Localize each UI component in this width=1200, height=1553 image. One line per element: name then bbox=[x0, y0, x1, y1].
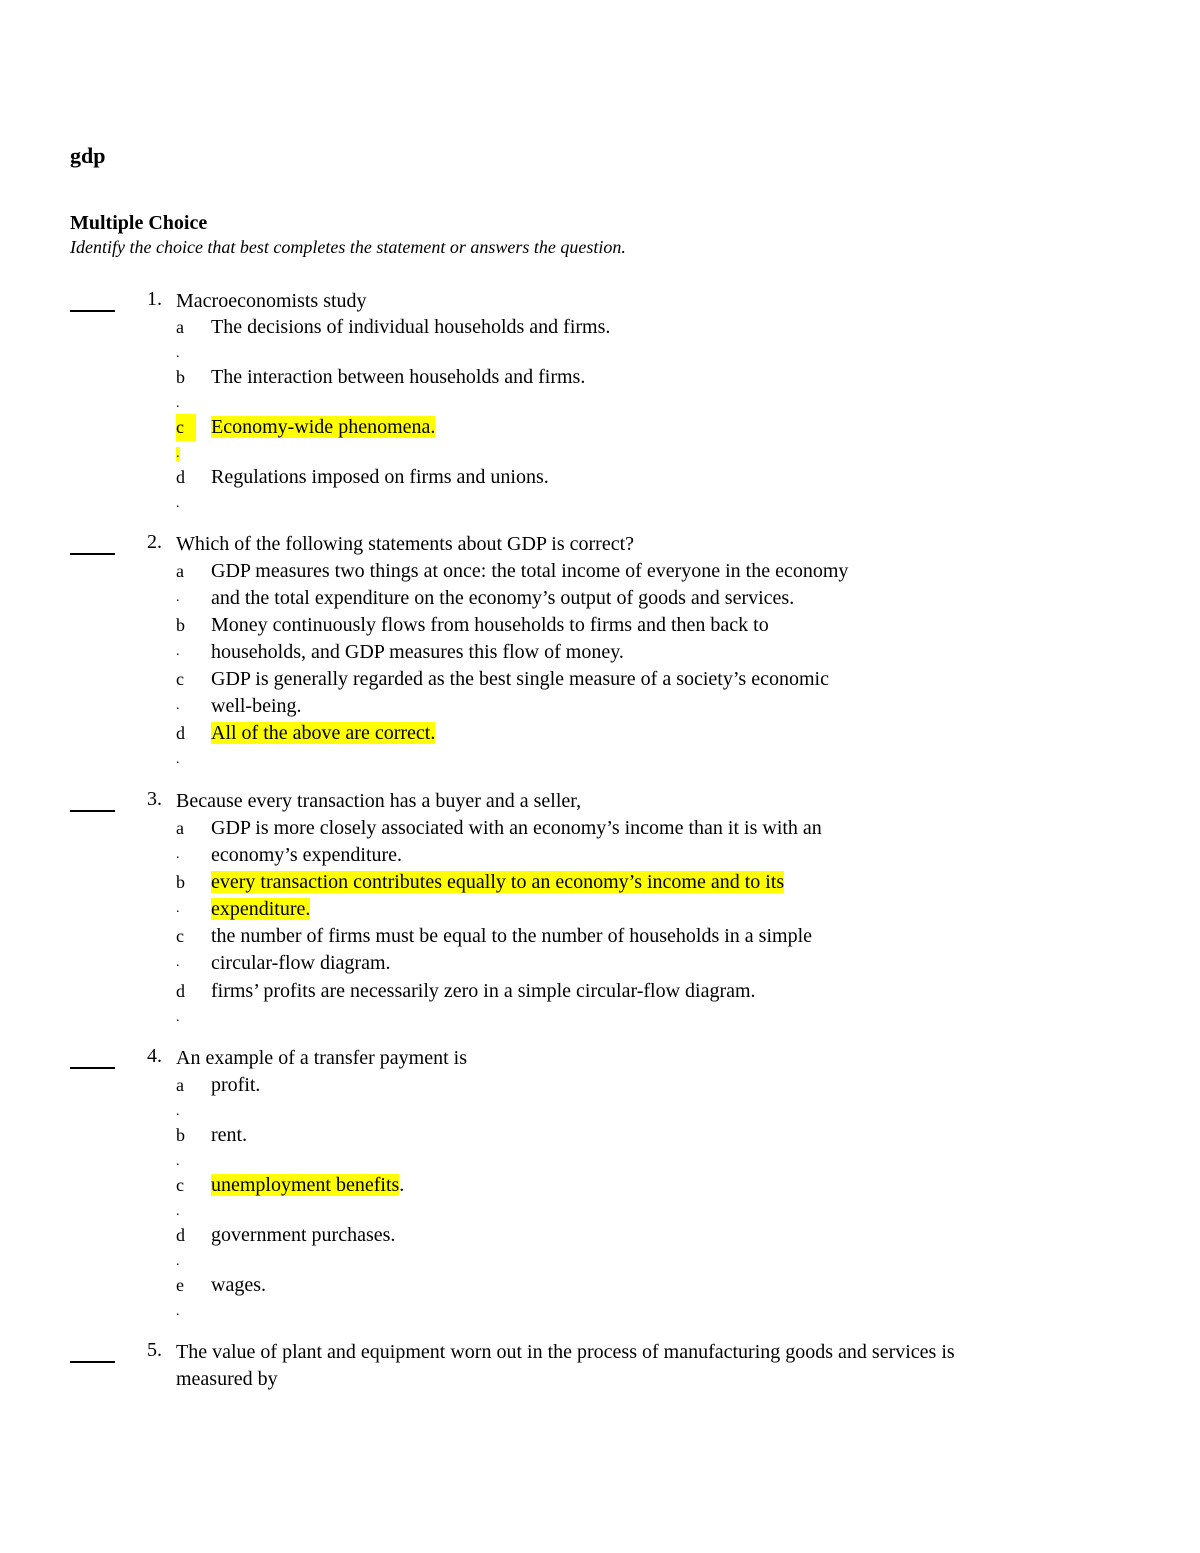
option-text bbox=[211, 666, 1111, 720]
correct-answer-highlight: expenditure. bbox=[211, 898, 311, 920]
question-stem: An example of a transfer payment is bbox=[176, 1047, 468, 1069]
option-text: government purchases. bbox=[211, 1224, 396, 1246]
option-text: The decisions of individual households and firms. bbox=[211, 316, 611, 338]
question-number: 3. bbox=[147, 788, 162, 810]
option-dot: . bbox=[176, 644, 180, 659]
option-text-line: economy’s expenditure. bbox=[211, 844, 403, 866]
option-text bbox=[211, 923, 1111, 977]
document-title: gdp bbox=[70, 143, 106, 168]
option-dot: . bbox=[176, 847, 180, 862]
option-dot: . bbox=[176, 1104, 180, 1119]
instructions: Identify the choice that best completes the statement or answers the question. bbox=[70, 237, 626, 257]
option-dot: . bbox=[176, 955, 180, 970]
option-letter: c bbox=[176, 669, 184, 689]
question-number: 5. bbox=[147, 1339, 162, 1361]
option-dot: . bbox=[176, 496, 180, 511]
option-text: Regulations imposed on firms and unions. bbox=[211, 466, 549, 488]
option-dot: . bbox=[176, 1154, 180, 1169]
question-stem: Macroeconomists study bbox=[176, 290, 367, 312]
question-stem: Because every transaction has a buyer and a seller, bbox=[176, 790, 582, 812]
option-text: The interaction between households and firms. bbox=[211, 366, 586, 388]
option-text: rent. bbox=[211, 1124, 248, 1146]
option-dot: . bbox=[176, 698, 180, 713]
option-letter: d bbox=[176, 467, 185, 487]
option-text-line: and the total expenditure on the economy’s output of goods and services. bbox=[211, 587, 795, 609]
correct-answer-highlight: unemployment benefits bbox=[211, 1174, 400, 1196]
correct-answer-highlight: Economy-wide phenomena. bbox=[211, 416, 436, 438]
option-letter: c bbox=[176, 1175, 184, 1195]
question-stem bbox=[176, 1339, 1106, 1393]
option-text: profit. bbox=[211, 1074, 261, 1096]
option-text bbox=[211, 558, 1111, 612]
option-letter: b bbox=[176, 367, 185, 387]
question-stem: Which of the following statements about GDP is correct? bbox=[176, 533, 635, 555]
option-text-suffix: . bbox=[399, 1174, 405, 1196]
option-letter: b bbox=[176, 615, 185, 635]
option-text: firms’ profits are necessarily zero in a simple circular-flow diagram. bbox=[211, 980, 756, 1002]
question-stem-line: The value of plant and equipment worn out in the process of manufacturing goods and services is bbox=[176, 1341, 955, 1363]
option-letter: d bbox=[176, 723, 185, 743]
option-dot: . bbox=[176, 1304, 180, 1319]
correct-answer-highlight: every transaction contributes equally to an economy’s income and to its bbox=[211, 871, 785, 893]
option-letter: a bbox=[176, 317, 184, 337]
option-dot: . bbox=[176, 901, 180, 916]
question-number: 1. bbox=[147, 288, 162, 310]
option-text-line: circular-flow diagram. bbox=[211, 952, 391, 974]
option-text-line: households, and GDP measures this flow of money. bbox=[211, 641, 624, 663]
option-text bbox=[211, 612, 1111, 666]
option-text-line: the number of firms must be equal to the number of households in a simple bbox=[211, 925, 812, 947]
option-letter: e bbox=[176, 1275, 184, 1295]
option-dot: . bbox=[176, 1254, 180, 1269]
question-number: 4. bbox=[147, 1045, 162, 1067]
option-text bbox=[211, 869, 1111, 923]
question-stem-line: measured by bbox=[176, 1368, 278, 1390]
option-letter: c bbox=[176, 926, 184, 946]
option-text bbox=[211, 1172, 1111, 1199]
option-dot: . bbox=[176, 1010, 180, 1025]
option-text bbox=[211, 815, 1111, 869]
option-dot: . bbox=[176, 1204, 180, 1219]
option-letter: b bbox=[176, 1125, 185, 1145]
option-letter: a bbox=[176, 561, 184, 581]
option-text-line: Money continuously flows from households to firms and then back to bbox=[211, 614, 769, 636]
option-dot: . bbox=[176, 396, 180, 411]
correct-answer-highlight: All of the above are correct. bbox=[211, 722, 436, 744]
option-text bbox=[211, 414, 1111, 441]
option-text: wages. bbox=[211, 1274, 266, 1296]
option-dot: . bbox=[176, 590, 180, 605]
option-letter: b bbox=[176, 872, 185, 892]
option-text-line: GDP is more closely associated with an economy’s income than it is with an bbox=[211, 817, 822, 839]
option-letter: d bbox=[176, 981, 185, 1001]
question-number: 2. bbox=[147, 531, 162, 553]
option-text bbox=[211, 720, 1111, 747]
option-dot: . bbox=[176, 346, 180, 361]
option-text-line: GDP is generally regarded as the best single measure of a society’s economic bbox=[211, 668, 829, 690]
option-text-line: GDP measures two things at once: the total income of everyone in the economy bbox=[211, 560, 849, 582]
option-letter: a bbox=[176, 1075, 184, 1095]
option-letter: c bbox=[176, 414, 196, 441]
option-dot: . bbox=[176, 752, 180, 767]
option-letter: d bbox=[176, 1225, 185, 1245]
option-text-line: well-being. bbox=[211, 695, 302, 717]
option-letter: a bbox=[176, 818, 184, 838]
option-dot: . bbox=[176, 446, 180, 461]
section-title: Multiple Choice bbox=[70, 212, 208, 234]
